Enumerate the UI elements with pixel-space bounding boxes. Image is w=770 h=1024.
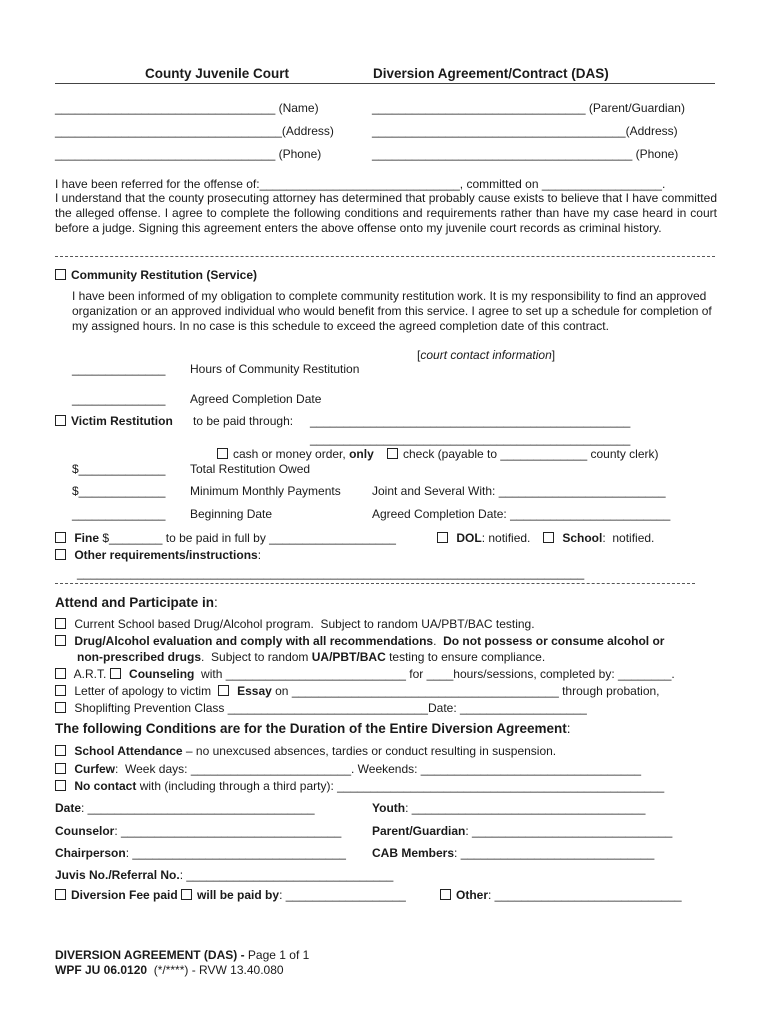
cab-members-signature[interactable]: CAB Members: _____________________________ (372, 846, 655, 860)
section-divider (55, 256, 715, 257)
form-title: Diversion Agreement/Contract (DAS) (373, 66, 609, 81)
juvis-referral-field[interactable]: Juvis No./Referral No.: _______________________________ (55, 868, 394, 882)
dol-notified: DOL: notified. (437, 531, 530, 545)
fee-paid-checkbox[interactable] (55, 889, 66, 900)
paid-through-line-1[interactable]: ________________________________________________ (310, 414, 631, 428)
school-notified: School: notified. (543, 531, 654, 545)
victim-restitution-heading: Victim Restitution (55, 414, 173, 428)
school-attendance: School Attendance – no unexcused absences, tardies or conduct resulting in suspension. (55, 744, 556, 758)
other-requirements-line[interactable]: ____________________________________________________________________________ (77, 566, 585, 580)
offense-line: I have been referred for the offense of:______________________________, committed on __________________. (55, 177, 666, 191)
school-checkbox[interactable] (543, 532, 554, 543)
community-restitution-heading (55, 268, 257, 282)
conditions-heading: The following Conditions are for the Duration of the Entire Diversion Agreement: (55, 721, 571, 736)
address-field-left[interactable]: __________________________________(Address) (55, 124, 334, 138)
essay-checkbox[interactable] (218, 685, 229, 696)
community-restitution-text: I have been informed of my obligation to complete community restitution work. It is my responsibility to find an approved organization or an approved individual who would benefit from this service. I agree to set up a schedule for completion of my assigned hours. In no case is this schedule to exceed the agreed completion date of this contract. (72, 289, 712, 333)
cash-option: cash or money order, only (217, 447, 374, 461)
completion-date-label: Agreed Completion Date (190, 392, 322, 406)
no-contact-checkbox[interactable] (55, 780, 66, 791)
date-signature[interactable]: Date: __________________________________ (55, 801, 315, 815)
footer-form-id: WPF JU 06.0120 (*/****) - RVW 13.40.080 (55, 963, 284, 977)
parent-guardian-field[interactable]: ________________________________ (Parent/Guardian) (372, 101, 685, 115)
school-drug-program: Current School based Drug/Alcohol program. Subject to random UA/PBT/BAC testing. (55, 617, 535, 631)
no-contact-line: No contact with (including through a third party): _________________________________________________ (55, 779, 664, 793)
total-owed-label: Total Restitution Owed (190, 462, 311, 476)
footer-page: DIVERSION AGREEMENT (DAS) - Page 1 of 1 (55, 948, 310, 962)
school-attendance-checkbox[interactable] (55, 745, 66, 756)
dol-checkbox[interactable] (437, 532, 448, 543)
completion-date-blank[interactable]: ______________ (72, 392, 166, 406)
art-checkbox[interactable] (55, 668, 66, 679)
fine-checkbox[interactable] (55, 532, 66, 543)
apology-checkbox[interactable] (55, 685, 66, 696)
attend-heading: Attend and Participate in: (55, 595, 218, 610)
joint-several-field[interactable]: Joint and Several With: _________________________ (372, 484, 666, 498)
court-contact-info: [court contact information] (417, 348, 556, 362)
phone-field-left[interactable]: _________________________________ (Phone) (55, 147, 322, 161)
intro-paragraph: I understand that the county prosecuting attorney has determined that probably cause exists to believe that I have committed the alleged offense. I agree to complete the following conditions and requirements rather than have my case heard in court before a judge. Signing this agreement enters the above offense onto my juvenile court records as criminal history. (55, 191, 717, 235)
community-restitution-title: Community Restitution (Service) (71, 268, 258, 282)
other-requirements-checkbox[interactable] (55, 549, 66, 560)
hours-label: Hours of Community Restitution (190, 362, 360, 376)
header-rule (55, 83, 715, 84)
curfew-checkbox[interactable] (55, 763, 66, 774)
apology-essay: Letter of apology to victim Essay on ________________________________________ through probation, (55, 684, 660, 698)
address-field-right[interactable]: ______________________________________(Address) (372, 124, 678, 138)
will-pay-checkbox[interactable] (181, 889, 192, 900)
fine-line: Fine $________ to be paid in full by ___________________ (55, 531, 396, 545)
agreed-completion-field[interactable]: Agreed Completion Date: ________________________ (372, 507, 671, 521)
beginning-date-label: Beginning Date (190, 507, 273, 521)
paid-through-line-2[interactable]: ________________________________________________ (310, 432, 631, 446)
counseling-checkbox[interactable] (110, 668, 121, 679)
monthly-payment-label: Minimum Monthly Payments (190, 484, 341, 498)
other-requirements: Other requirements/instructions: (55, 548, 261, 562)
section-divider-2 (55, 583, 695, 584)
name-field[interactable]: _________________________________ (Name) (55, 101, 319, 115)
community-restitution-checkbox[interactable] (55, 269, 66, 280)
total-owed-blank[interactable]: $_____________ (72, 462, 166, 476)
phone-field-right[interactable]: _______________________________________ (Phone) (372, 147, 679, 161)
drug-evaluation-cont: non-prescribed drugs. Subject to random UA/PBT/BAC testing to ensure compliance. (77, 650, 546, 664)
cash-checkbox[interactable] (217, 448, 228, 459)
counselor-signature[interactable]: Counselor: _________________________________ (55, 824, 342, 838)
youth-signature[interactable]: Youth: ___________________________________ (372, 801, 646, 815)
other-fee-checkbox[interactable] (440, 889, 451, 900)
shoplifting-checkbox[interactable] (55, 702, 66, 713)
other-fee: Other: ____________________________ (440, 888, 682, 902)
court-title: County Juvenile Court (145, 66, 290, 81)
paid-through-label: to be paid through: (193, 414, 294, 428)
check-checkbox[interactable] (387, 448, 398, 459)
victim-restitution-checkbox[interactable] (55, 415, 66, 426)
check-option: check (payable to _____________ county clerk) (387, 447, 659, 461)
fee-line: Diversion Fee paid will be paid by: __________________ (55, 888, 406, 902)
parent-signature[interactable]: Parent/Guardian: ______________________________ (372, 824, 673, 838)
beginning-date-blank[interactable]: ______________ (72, 507, 166, 521)
drug-evaluation-checkbox[interactable] (55, 635, 66, 646)
drug-evaluation: Drug/Alcohol evaluation and comply with all recommendations. Do not possess or consume alcohol or (55, 634, 664, 648)
curfew-line: Curfew: Week days: ________________________. Weekends: _________________________________ (55, 762, 641, 776)
hours-blank[interactable]: ______________ (72, 362, 166, 376)
school-drug-checkbox[interactable] (55, 618, 66, 629)
shoplifting-class: Shoplifting Prevention Class ______________________________Date: ___________________ (55, 701, 587, 715)
monthly-payment-blank[interactable]: $_____________ (72, 484, 166, 498)
chairperson-signature[interactable]: Chairperson: ________________________________ (55, 846, 346, 860)
art-counseling: A.R.T. Counseling with ___________________________ for ____hours/sessions, completed by: ________. (55, 667, 675, 681)
